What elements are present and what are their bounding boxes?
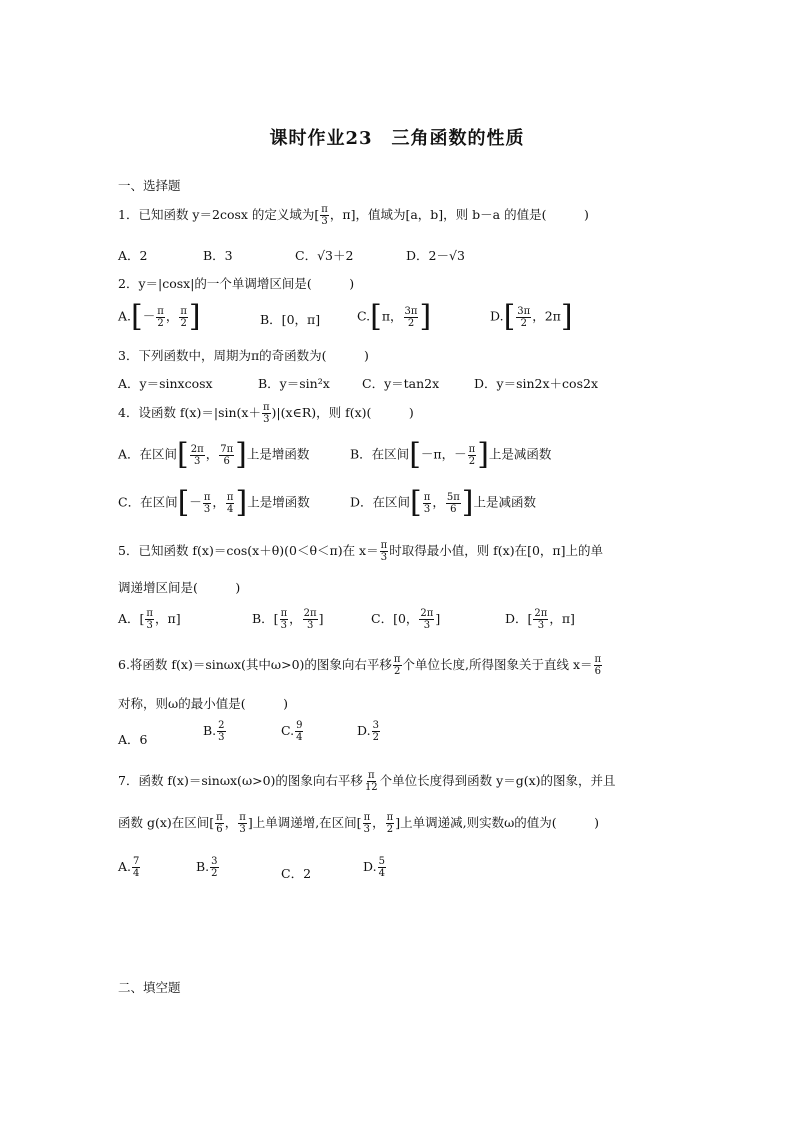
question-5: 5．已知函数 f(x)＝cos(x＋θ)(0＜θ＜π)在 x＝ $\frac{\pi}{3}$ 时取得最小值，则 f(x)在[0，π]上的单 [118,540,604,563]
q5-option-d: D．[ $\frac{2\pi}{3}$ ，π] [505,608,575,631]
page-title: 课时作业23 三角函数的性质 [269,128,525,149]
q1-option-d: D．2－√3 [406,248,465,263]
section-choice: 一、选择题 [118,178,181,193]
q6-option-c: C. $\frac{9}{4}$ [281,720,303,743]
q2-option-d: D.[ $\frac{3\pi}{2}$ ，2π] [490,299,573,334]
q4-option-a: A．在区间[ $\frac{2\pi}{3}$ ， $\frac{7\pi}{6}$ ]上是增函数 [118,437,310,472]
q5-option-c: C．[0， $\frac{2\pi}{3}$ ] [371,608,441,631]
question-5-cont: 调递增区间是( ) [118,580,241,595]
q7-option-c: C．2 [281,866,312,881]
question-7: 7．函数 f(x)＝sinωx(ω>0)的图象向右平移 $\frac{\pi}{12}$ 个单位长度得到函数 y＝g(x)的图象，并且 [118,770,616,793]
q2-option-a: A.[－ $\frac{\pi}{2}$ ， $\frac{\pi}{2}$ ] [118,299,201,334]
section-fill: 二、填空题 [118,980,181,995]
question-6-cont: 对称，则ω的最小值是( ) [118,696,288,711]
q2-option-c: C.[π， $\frac{3\pi}{2}$ ] [357,299,432,334]
q7-option-d: D. $\frac{5}{4}$ [363,856,385,879]
q3-option-b: B．y＝sin²x [258,376,330,391]
q6-option-d: D. $\frac{3}{2}$ [357,720,379,743]
q4-option-b: B．在区间[－π，－ $\frac{\pi}{2}$ ]上是减函数 [350,437,552,472]
question-7-cont: 函数 g(x)在区间[ $\frac{\pi}{6}$ ， $\frac{\pi}{3}$ ]上单调递增,在区间[ $\frac{\pi}{3}$ ， $\frac{\pi}{2}$ ]上单调递减,则实数ω的值为( ) [118,812,600,835]
question-6: 6.将函数 f(x)＝sinωx(其中ω>0)的图象向右平移 $\frac{\pi}{2}$ 个单位长度,所得图象关于直线 x＝ $\frac{\pi}{6}$ [118,654,602,677]
q4-option-d: D．在区间[ $\frac{\pi}{3}$ ， $\frac{5\pi}{6}$ ]上是减函数 [350,485,537,520]
q1-option-b: B．3 [203,248,233,263]
q7-option-a: A. $\frac{7}{4}$ [118,856,140,879]
question-1: 1．已知函数 y＝2cosx 的定义域为[ $\frac{\pi}{3}$ ，π]，值域为[a，b]，则 b－a 的值是( ) [118,204,589,227]
q3-option-c: C．y＝tan2x [362,376,440,391]
question-3: 3．下列函数中，周期为π的奇函数为( ) [118,348,369,363]
q1-option-a: A．2 [118,248,148,263]
q2-option-b: B．[0，π] [260,312,321,327]
q7-option-b: B. $\frac{3}{2}$ [196,856,218,879]
question-2: 2．y＝|cosx|的一个单调增区间是( ) [118,276,355,291]
q3-option-d: D．y＝sin2x＋cos2x [474,376,598,391]
q3-option-a: A．y＝sinxcosx [118,376,213,391]
q6-option-b: B. $\frac{2}{3}$ [203,720,225,743]
question-4: 4．设函数 f(x)＝|sin(x＋ $\frac{\pi}{3}$ )|(x∈R)，则 f(x)( ) [118,402,414,425]
q5-option-b: B．[ $\frac{\pi}{3}$ ， $\frac{2\pi}{3}$ ] [252,608,324,631]
q4-option-c: C．在区间[－ $\frac{\pi}{3}$ ， $\frac{\pi}{4}$ ]上是增函数 [118,485,310,520]
q5-option-a: A．[ $\frac{\pi}{3}$ ，π] [118,608,181,631]
q6-option-a: A．6 [118,732,148,747]
q1-option-c: C．√3＋2 [295,248,354,263]
